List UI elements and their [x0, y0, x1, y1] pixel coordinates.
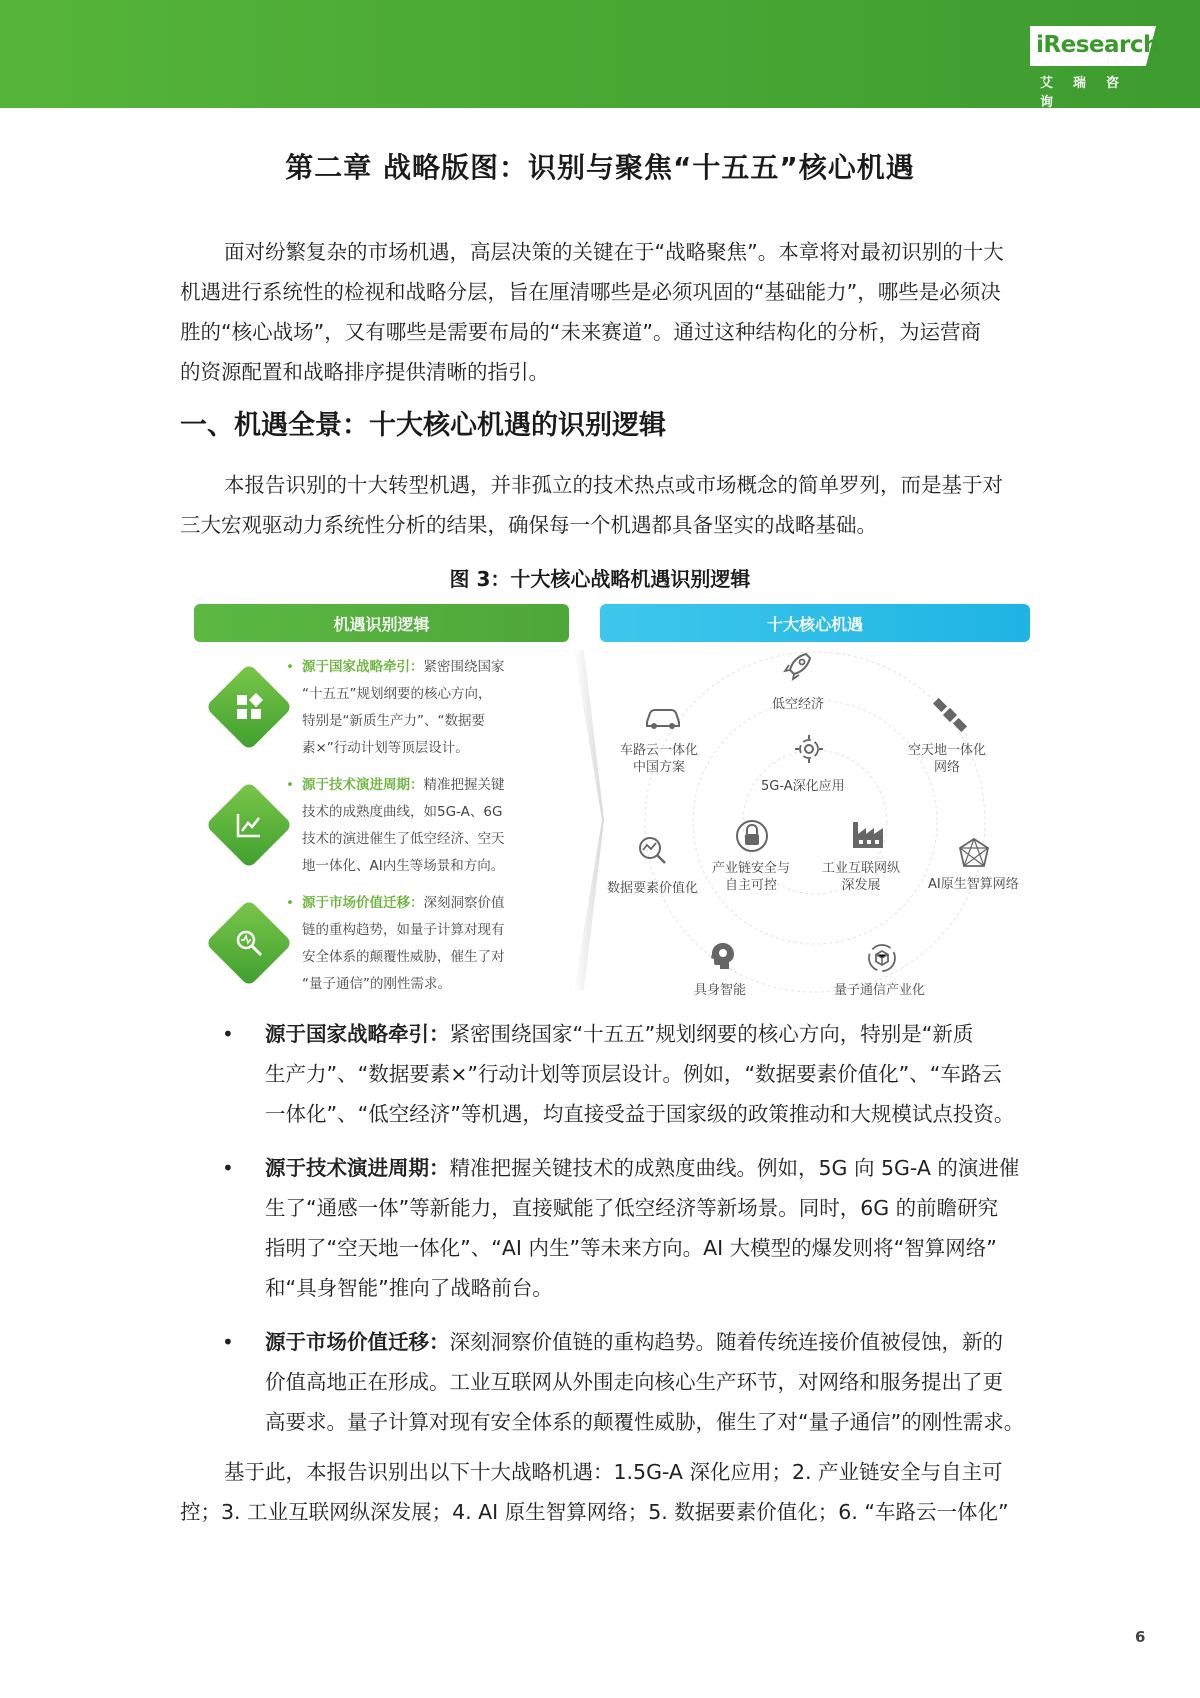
figure-title: 图 3：十大核心战略机遇识别逻辑	[449, 567, 751, 591]
opportunity-quantum: 量子通信产业化	[834, 983, 926, 998]
section-title: 一、机遇全景：十大核心机遇的识别逻辑	[180, 410, 666, 441]
magnifier-icon	[227, 921, 271, 965]
grid-icon	[227, 685, 271, 729]
opportunity-ai-native: AI原生智算网络	[928, 877, 1019, 892]
bullet-dot: •	[222, 1022, 234, 1046]
rocket-icon	[780, 650, 814, 684]
logic-item-tech: • 源于技术演进周期：精准把握关键 技术的成熟度曲线，如5G-A、6G 技术的演进催生了低空经济、空天 地一体化、AI内生等场景和方向。	[286, 777, 505, 874]
brain-icon	[706, 940, 738, 972]
intro-paragraph	[180, 232, 1028, 392]
bullet-dot: •	[222, 1330, 234, 1354]
logic-lead: 源于市场价值迁移：	[302, 895, 424, 911]
logic-item-policy: • 源于国家战略牵引：紧密围绕国家 “十五五”规划纲要的核心方向， 特别是“新质生产力”、“数据要 素×”行动计划等顶层设计。	[286, 659, 505, 756]
closing-line: 控；3. 工业互联网纵深发展；4. AI 原生智算网络；5. 数据要素价值化；6. “车路云一体化”	[180, 1500, 1009, 1524]
opportunity-space-air-ground: 空天地一体化 网络	[908, 743, 987, 775]
trend-chart-icon	[227, 803, 271, 847]
header-banner	[0, 0, 1200, 108]
satellite-icon	[932, 697, 968, 733]
closing-paragraph	[180, 1452, 1028, 1532]
bullet-tech: 源于技术演进周期：精准把握关键技术的成熟度曲线。例如，5G 向 5G-A 的演进催 生了“通感一体”等新能力，直接赋能了低空经济等新场景。同时，6G 的前瞻研究 指明了“空天地一体化”、“AI 内生”等未来方向。AI 大模型的爆发则将“智算网络” 和“具身智能”推向了战略前台。	[265, 1156, 1020, 1300]
opportunity-vehicle-road-cloud: 车路云一体化 中国方案	[620, 743, 699, 775]
logo-cn-text: 艾瑞咨询	[1040, 76, 1140, 110]
logic-item-market: • 源于市场价值迁移：深刻洞察价值 链的重构趋势，如量子计算对现有 安全体系的颠覆性威胁，催生了对 “量子通信”的刚性需求。	[286, 895, 505, 992]
opportunity-industrial-internet: 工业互联网纵 深发展	[822, 861, 901, 893]
opportunity-low-altitude: 低空经济	[772, 697, 825, 712]
network-icon	[956, 836, 992, 872]
logic-lead: 源于技术演进周期：	[302, 777, 424, 793]
bullet-lead: 源于国家战略牵引：	[265, 1022, 450, 1046]
factory-icon	[850, 818, 886, 850]
intro-line: 胜的“核心战场”，又有哪些是需要布局的“未来赛道”。通过这种结构化的分析，为运营商	[180, 320, 981, 344]
opportunity-embodied-ai: 具身智能	[694, 983, 747, 998]
opportunities-header: 十大核心机遇	[600, 604, 1030, 642]
car-icon	[643, 704, 683, 732]
iresearch-logo	[1030, 26, 1160, 110]
lock-icon	[734, 818, 770, 854]
opportunity-supply-chain: 产业链安全与 自主可控	[712, 861, 791, 893]
section-line: 三大宏观驱动力系统性分析的结果，确保每一个机遇都具备坚实的战略基础。	[180, 513, 877, 537]
chapter-title: 第二章 战略版图：识别与聚焦“十五五”核心机遇	[285, 151, 915, 184]
logic-lead: 源于国家战略牵引：	[302, 659, 424, 675]
data-icon	[636, 834, 668, 866]
logo-text: iResearch	[1036, 32, 1159, 58]
quantum-icon	[866, 942, 898, 974]
signal-icon	[793, 733, 825, 765]
section-line: 本报告识别的十大转型机遇，并非孤立的技术热点或市场概念的简单罗列，而是基于对	[224, 473, 1003, 497]
page-number: 6	[1135, 1628, 1146, 1646]
opportunity-5ga: 5G-A深化应用	[761, 779, 845, 794]
bullet-lead: 源于技术演进周期：	[265, 1156, 450, 1180]
bullet-policy: 源于国家战略牵引：紧密围绕国家“十五五”规划纲要的核心方向，特别是“新质 生产力”、“数据要素×”行动计划等顶层设计。例如，“数据要素价值化”、“车路云 一体化”、“低空经济”等机遇，均直接受益于国家级的政策推动和大规模试点投资。	[265, 1022, 1015, 1126]
intro-line: 机遇进行系统性的检视和战略分层，旨在厘清哪些是必须巩固的“基础能力”，哪些是必须决	[180, 280, 1001, 304]
intro-line: 面对纷繁复杂的市场机遇，高层决策的关键在于“战略聚焦”。本章将对最初识别的十大	[224, 240, 1004, 264]
section-paragraph	[180, 465, 1028, 545]
logic-header: 机遇识别逻辑	[194, 604, 569, 642]
intro-line: 的资源配置和战略排序提供清晰的指引。	[180, 360, 549, 384]
opportunity-data-elements: 数据要素价值化	[607, 881, 699, 896]
closing-line: 基于此，本报告识别出以下十大战略机遇：1.5G-A 深化应用；2. 产业链安全与自主可	[224, 1460, 1003, 1484]
bullet-dot: •	[222, 1156, 234, 1180]
bullet-market: 源于市场价值迁移：深刻洞察价值链的重构趋势。随着传统连接价值被侵蚀，新的 价值高地正在形成。工业互联网从外围走向核心生产环节，对网络和服务提出了更 高要求。量子计算对现有安全体系的颠覆性威胁，催生了对“量子通信”的刚性需求。	[265, 1330, 1025, 1434]
bullet-lead: 源于市场价值迁移：	[265, 1330, 450, 1354]
